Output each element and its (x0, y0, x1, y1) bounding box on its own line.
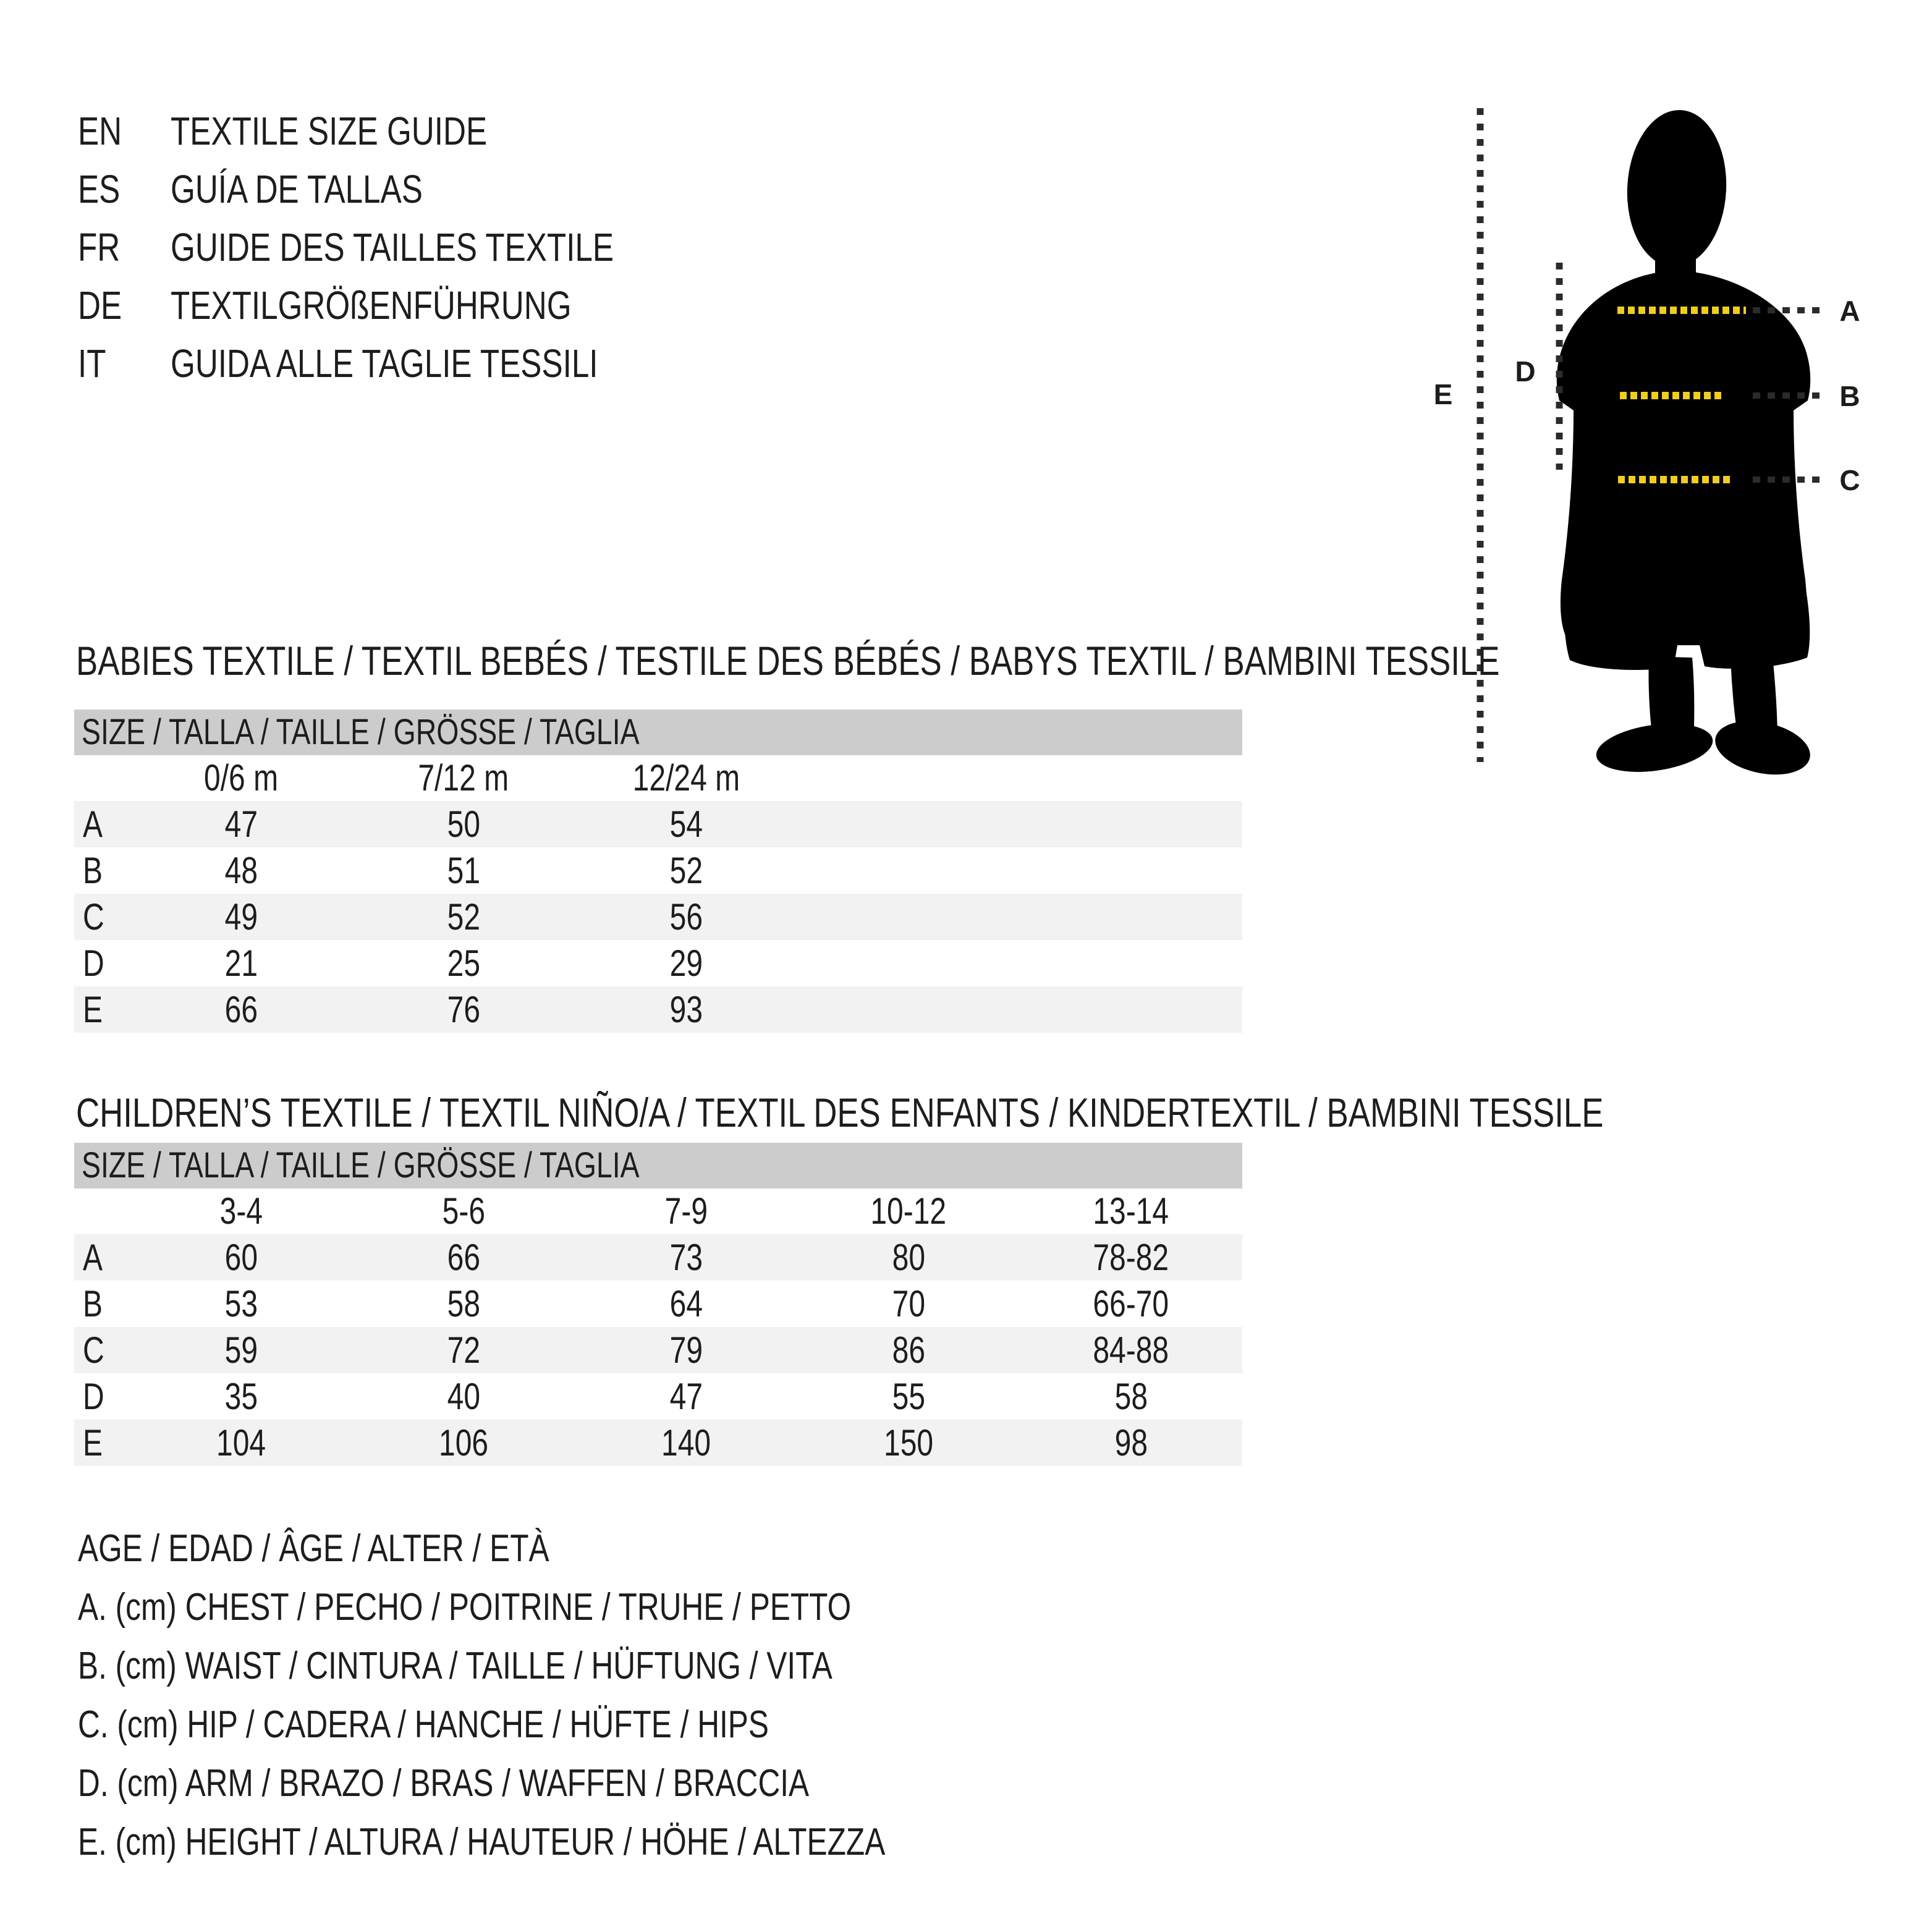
table-column-header-row (74, 755, 1242, 801)
language-row (78, 218, 724, 276)
language-code: FR (78, 225, 121, 269)
row-label: E (83, 989, 103, 1030)
table-row (74, 1234, 1242, 1281)
empty-corner-cell (74, 1188, 130, 1234)
legend-line-age: AGE / EDAD / ÂGE / ALTER / ETÀ (78, 1527, 549, 1570)
table-cell: 25 (447, 943, 480, 984)
section-title-babies (76, 638, 1855, 684)
table-cell: 47 (224, 803, 258, 845)
table-column-header-row (74, 1188, 1242, 1234)
table-cell: 76 (447, 989, 480, 1030)
table-cell: 150 (883, 1422, 934, 1464)
table-cell: 78-82 (1093, 1237, 1169, 1278)
language-code: DE (78, 283, 122, 328)
table-cell: 73 (669, 1237, 703, 1278)
table-cell: 98 (1114, 1422, 1148, 1464)
table-cell: 51 (447, 850, 480, 891)
child-silhouette-icon (1557, 108, 1815, 782)
table-row (74, 847, 1242, 894)
table-cell: 53 (224, 1283, 258, 1324)
title-language-list (78, 102, 724, 392)
children-size-table (74, 1143, 1242, 1466)
table-row (74, 1327, 1242, 1373)
table-row (74, 1281, 1242, 1327)
table-cell: 49 (224, 896, 258, 938)
table-cell: 60 (224, 1237, 258, 1278)
language-title: TEXTILE SIZE GUIDE (171, 109, 488, 153)
row-label: C (83, 896, 104, 938)
table-cell: 40 (447, 1376, 480, 1417)
table-cell: 52 (669, 850, 703, 891)
row-label: B (83, 1283, 103, 1324)
table-cell: 54 (669, 803, 703, 845)
language-title: GUIDE DES TAILLES TEXTILE (171, 225, 614, 269)
row-label: B (83, 850, 103, 891)
table-cell: 47 (669, 1376, 703, 1417)
table-cell: 66 (224, 989, 258, 1030)
row-label: E (83, 1422, 103, 1464)
measurement-legend (78, 1519, 1087, 1871)
table-row (74, 801, 1242, 847)
table-cell: 80 (892, 1237, 925, 1278)
empty-corner-cell (74, 755, 130, 801)
legend-line-chest: A. (cm) CHEST / PECHO / POITRINE / TRUHE / PETTO (78, 1586, 852, 1629)
diagram-label-d: D (1515, 355, 1536, 388)
table-cell: 86 (892, 1329, 925, 1371)
table-cell: 50 (447, 803, 480, 845)
table-cell: 56 (669, 896, 703, 938)
section-title-babies-text: BABIES TEXTILE / TEXTIL BEBÉS / TESTILE DES BÉBÉS / BABYS TEXTIL / BAMBINI TESSILE (76, 638, 1500, 684)
table-cell: 84-88 (1093, 1329, 1169, 1371)
diagram-label-c: C (1839, 464, 1860, 496)
diagram-label-a: A (1839, 295, 1860, 327)
table-cell: 140 (661, 1422, 711, 1464)
section-title-children-text: CHILDREN’S TEXTILE / TEXTIL NIÑO/A / TEXTIL DES ENFANTS / KINDERTEXTIL / BAMBINI TESSILE (76, 1090, 1604, 1135)
column-header: 5-6 (442, 1190, 485, 1232)
column-header: 13-14 (1093, 1190, 1169, 1232)
table-row (74, 1420, 1242, 1466)
table-cell: 48 (224, 850, 258, 891)
table-cell: 66 (447, 1237, 480, 1278)
table-cell: 64 (669, 1283, 703, 1324)
table-cell: 58 (447, 1283, 480, 1324)
table-size-header-text: SIZE / TALLA / TAILLE / GRÖSSE / TAGLIA (82, 712, 640, 752)
language-title: GUÍA DE TALLAS (171, 167, 423, 211)
diagram-label-e: E (1433, 378, 1453, 410)
size-measurement-diagram (1409, 37, 1932, 822)
language-row (78, 276, 724, 334)
language-code: IT (78, 341, 106, 386)
row-label: A (83, 1237, 103, 1278)
language-code: ES (78, 167, 121, 211)
table-cell: 70 (892, 1283, 925, 1324)
row-label: A (83, 803, 103, 845)
table-cell: 79 (669, 1329, 703, 1371)
table-cell: 93 (669, 989, 703, 1030)
table-cell: 29 (669, 943, 703, 984)
column-header: 7/12 m (418, 757, 509, 799)
legend-line-hip: C. (cm) HIP / CADERA / HANCHE / HÜFTE / HIPS (78, 1703, 769, 1746)
column-header: 10-12 (870, 1190, 947, 1232)
section-title-children (76, 1092, 1932, 1133)
table-cell: 59 (224, 1329, 258, 1371)
table-row (74, 940, 1242, 986)
table-row (74, 894, 1242, 940)
table-size-header-bar (74, 1143, 1242, 1188)
legend-line-height: E. (cm) HEIGHT / ALTURA / HAUTEUR / HÖHE / ALTEZZA (78, 1821, 886, 1863)
table-cell: 58 (1114, 1376, 1148, 1417)
column-header: 0/6 m (203, 757, 279, 799)
language-row (78, 102, 724, 160)
column-header: 12/24 m (632, 757, 740, 799)
legend-line-arm: D. (cm) ARM / BRAZO / BRAS / WAFFEN / BRACCIA (78, 1762, 810, 1805)
legend-line-waist: B. (cm) WAIST / CINTURA / TAILLE / HÜFTUNG / VITA (78, 1645, 833, 1687)
language-code: EN (78, 109, 122, 153)
diagram-label-b: B (1839, 380, 1860, 412)
column-header: 3-4 (219, 1190, 263, 1232)
table-size-header-bar (74, 710, 1242, 755)
column-header: 7-9 (664, 1190, 708, 1232)
table-cell: 66-70 (1093, 1283, 1169, 1324)
language-row (78, 160, 724, 218)
table-cell: 104 (216, 1422, 266, 1464)
table-cell: 35 (224, 1376, 258, 1417)
table-row (74, 986, 1242, 1033)
table-cell: 52 (447, 896, 480, 938)
table-cell: 72 (447, 1329, 480, 1371)
language-title: GUIDA ALLE TAGLIE TESSILI (171, 341, 598, 386)
language-title: TEXTILGRÖßENFÜHRUNG (171, 283, 572, 328)
row-label: C (83, 1329, 104, 1371)
table-row (74, 1373, 1242, 1420)
table-size-header-text: SIZE / TALLA / TAILLE / GRÖSSE / TAGLIA (82, 1145, 640, 1185)
table-cell: 106 (438, 1422, 489, 1464)
row-label: D (83, 943, 104, 984)
row-label: D (83, 1376, 104, 1417)
table-cell: 55 (892, 1376, 925, 1417)
babies-size-table (74, 710, 1242, 1033)
table-cell: 21 (224, 943, 258, 984)
language-row (78, 334, 724, 392)
